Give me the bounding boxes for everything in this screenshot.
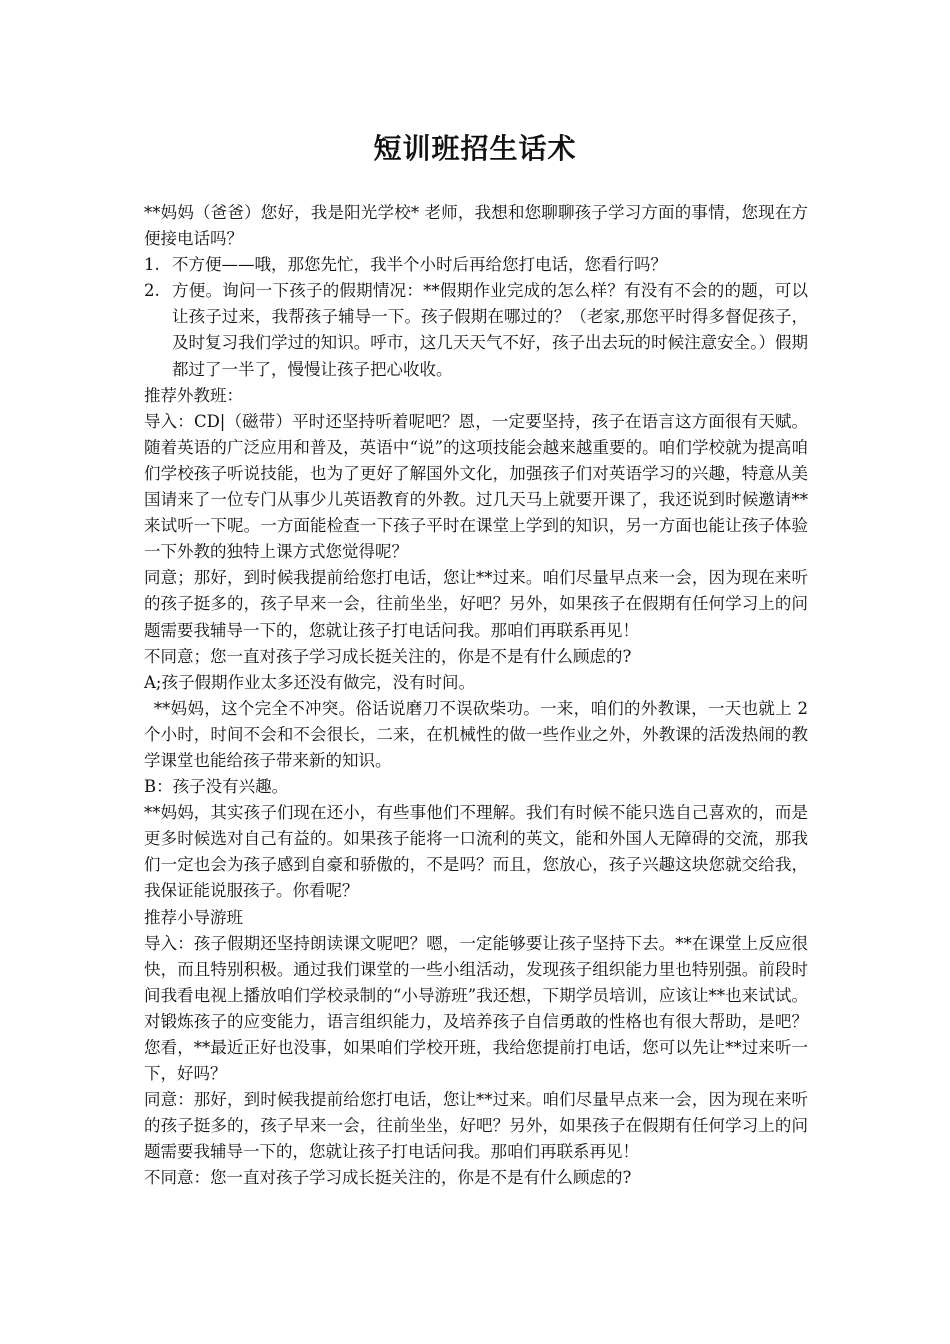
list-item <box>144 252 808 278</box>
section-heading-foreign-teacher: 推荐外教班： <box>144 385 243 405</box>
intro-paragraph: **妈妈（爸爸）您好，我是阳光学校* 老师，我想和您聊聊孩子学习方面的事情，您现在方便接电话吗？ <box>144 203 808 249</box>
list-text: 方便。询问一下孩子的假期情况：**假期作业完成的怎么样？有没有不会的的题，可以让孩子过来，我帮孩子辅导一下。孩子假期在哪过的？（老家,那您平时得多督促孩子，及时复习我们学过的知识。呼市，这几天天气不好，孩子出去玩的时候注意安全。）假期都过了一半了，慢慢让孩子把心收收。 <box>172 281 808 379</box>
foreign-agree-paragraph: 同意；那好，到时候我提前给您打电话，您让**过来。咱们尽量早点来一会，因为现在来听的孩子挺多的，孩子早来一会，往前坐坐，好吧？另外，如果孩子在假期有任何学习上的问题需要我辅导一下的，您就让孩子打电话问我。那咱们再联系再见！ <box>144 568 808 640</box>
foreign-reply-a: **妈妈，这个完全不冲突。俗话说磨刀不误砍柴功。一来，咱们的外教课，一天也就上 2 个小时，时间不会和不会很长，二来，在机械性的做一些作业之外，外教课的活泼热闹的教学课堂也能给孩子带来新的知识。 <box>144 698 808 770</box>
list-text: 不方便——哦，那您先忙，我半个小时后再给您打电话，您看行吗？ <box>172 255 667 275</box>
response-options-list <box>144 252 808 382</box>
list-number: 2. <box>144 281 160 301</box>
section-heading-tour-guide: 推荐小导游班 <box>144 907 243 927</box>
foreign-disagree-paragraph: 不同意；您一直对孩子学习成长挺关注的，你是不是有什么顾虑的? <box>144 646 632 666</box>
guide-agree-paragraph: 同意：那好，到时候我提前给您打电话，您让**过来。咱们尽量早点来一会，因为现在来听的孩子挺多的，孩子早来一会，往前坐坐，好吧？另外，如果孩子在假期有任何学习上的问题需要我辅导一下的，您就让孩子打电话问我。那咱们再联系再见！ <box>144 1090 808 1162</box>
list-number: 1. <box>144 255 160 275</box>
document-title: 短训班招生话术 <box>373 132 577 165</box>
list-item <box>144 278 808 382</box>
foreign-reason-b: B：孩子没有兴趣。 <box>144 777 289 797</box>
foreign-intro-paragraph: 导入：CD|（磁带）平时还坚持听着呢吧？恩，一定要坚持，孩子在语言这方面很有天赋。随着英语的广泛应用和普及，英语中“说”的这项技能会越来越重要的。咱们学校就为提高咱们学校孩子听说技能，也为了更好了解国外文化，加强孩子们对英语学习的兴趣，特意从美国请来了一位专门从事少儿英语教育的外教。过几天马上就要开课了，我还说到时候邀请**来试听一下呢。一方面能检查一下孩子平时在课堂上学到的知识，另一方面也能让孩子体验一下外教的独特上课方式您觉得呢？ <box>144 411 808 562</box>
document-body <box>144 200 808 1192</box>
foreign-reply-b: **妈妈，其实孩子们现在还小，有些事他们不理解。我们有时候不能只选自己喜欢的，而是更多时候选对自己有益的。如果孩子能将一口流利的英文，能和外国人无障碍的交流，那我们一定也会为孩子感到自豪和骄傲的，不是吗？而且，您放心，孩子兴趣这块您就交给我，我保证能说服孩子。你看呢？ <box>144 803 808 901</box>
guide-intro-paragraph: 导入：孩子假期还坚持朗读课文呢吧？嗯，一定能够要让孩子坚持下去。**在课堂上反应很快，而且特别积极。通过我们课堂的一些小组活动，发现孩子组织能力里也特别强。前段时间我看电视上播放咱们学校录制的“小导游班”我还想，下期学员培训，应该让**也来试试。对锻炼孩子的应变能力，语言组织能力，及培养孩子自信勇敢的性格也有很大帮助，是吧？您看，**最近正好也没事，如果咱们学校开班，我给您提前打电话，您可以先让**过来听一下，好吗？ <box>144 933 808 1084</box>
guide-disagree-paragraph: 不同意：您一直对孩子学习成长挺关注的，你是不是有什么顾虑的? <box>144 1168 632 1188</box>
foreign-reason-a: A;孩子假期作业太多还没有做完，没有时间。 <box>144 672 475 692</box>
